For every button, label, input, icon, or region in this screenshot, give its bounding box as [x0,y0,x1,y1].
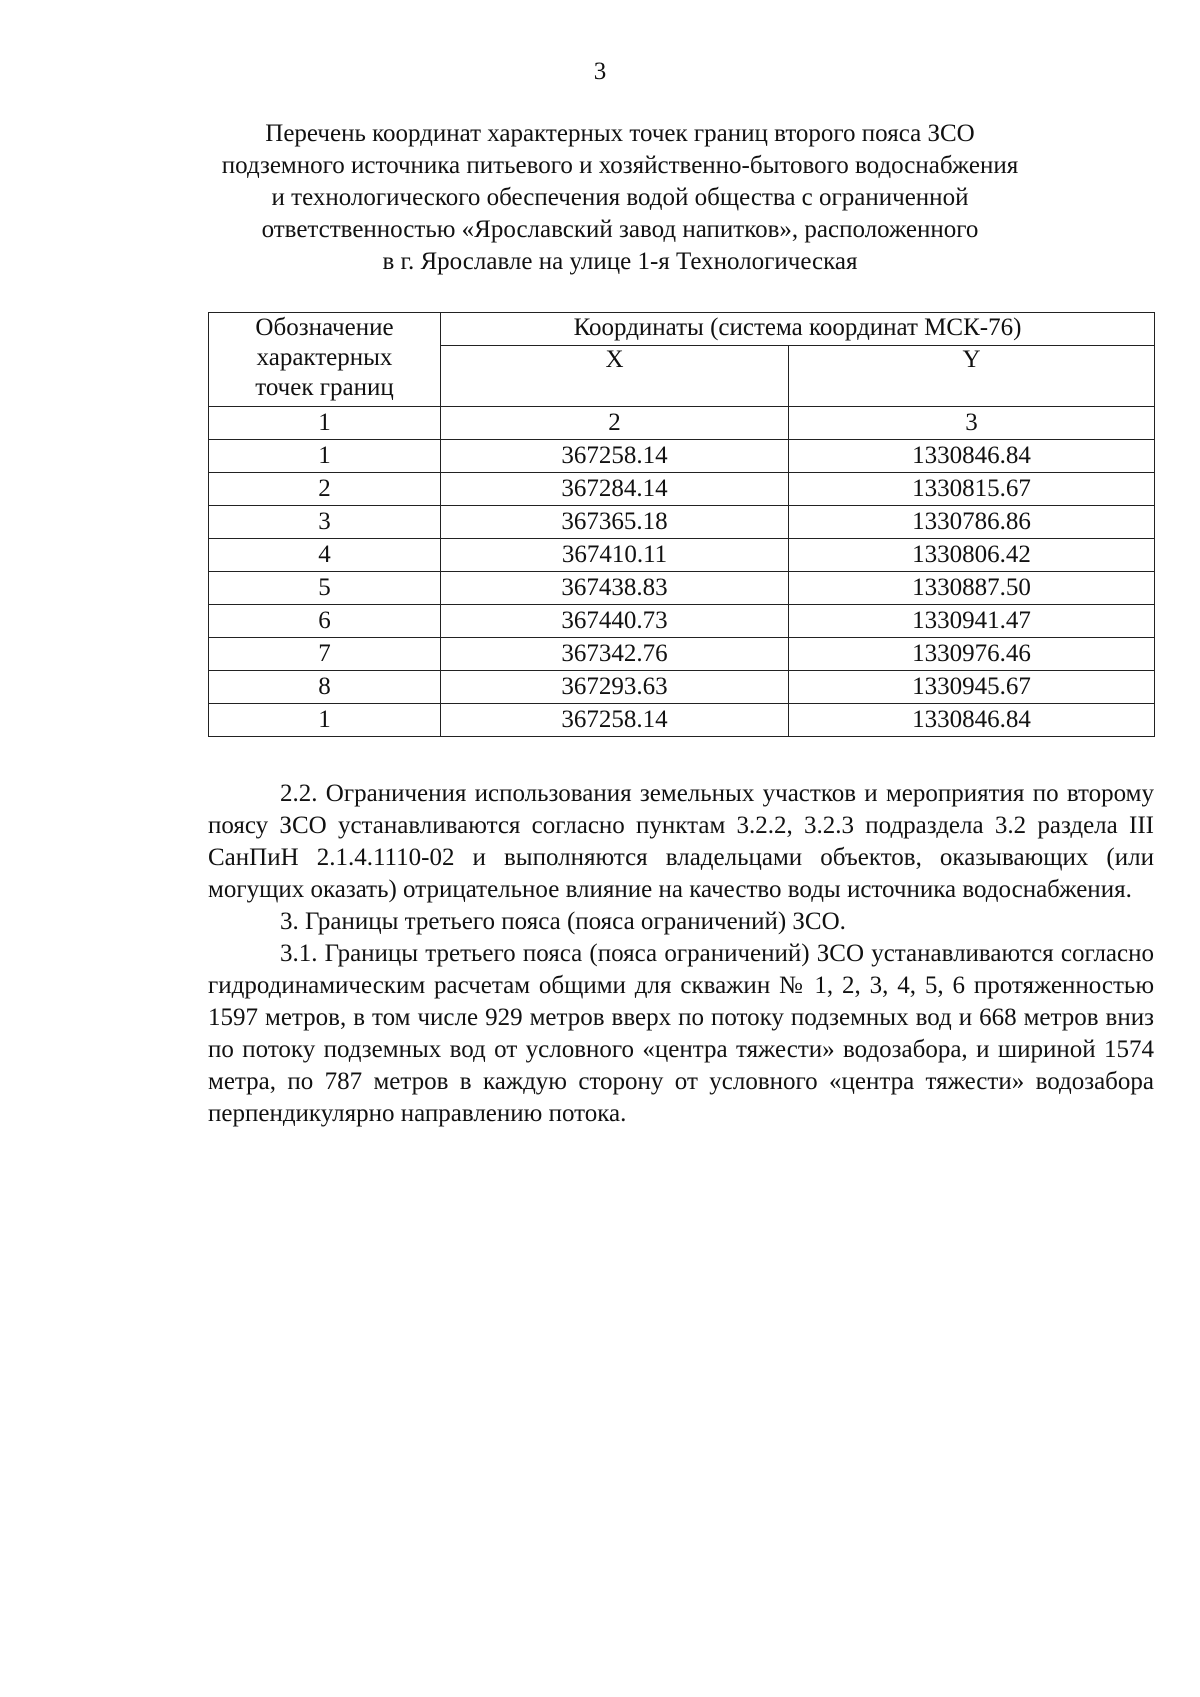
title-line: в г. Ярославле на улице 1-я Технологическая [382,248,858,275]
table-row [209,605,1155,638]
title-line: и технологического обеспечения водой общества с ограниченной [271,184,969,211]
x-cell: 367284.14 [441,473,789,506]
point-cell: 1 [209,440,441,473]
point-cell: 3 [209,506,441,539]
column-number: 1 [209,407,441,440]
point-cell: 2 [209,473,441,506]
point-cell: 8 [209,671,441,704]
point-cell: 4 [209,539,441,572]
y-cell: 1330815.67 [789,473,1155,506]
column-number: 2 [441,407,789,440]
column-number: 3 [789,407,1155,440]
point-cell: 6 [209,605,441,638]
title-line: подземного источника питьевого и хозяйственно-бытового водоснабжения [221,152,1019,179]
x-cell: 367342.76 [441,638,789,671]
header-point-designation [209,313,441,407]
table-row [209,440,1155,473]
y-cell: 1330941.47 [789,605,1155,638]
header-coordinates: Координаты (система координат МСК-76) [441,313,1155,346]
x-cell: 367365.18 [441,506,789,539]
table-row [209,638,1155,671]
x-cell: 367410.11 [441,539,789,572]
title-line: ответственностью «Ярославский завод напитков», расположенного [261,216,979,243]
header-point-line: характерных [256,344,393,371]
point-cell: 5 [209,572,441,605]
point-cell: 1 [209,704,441,737]
x-cell: 367293.63 [441,671,789,704]
y-cell: 1330786.86 [789,506,1155,539]
header-point-line: точек границ [255,374,394,401]
document-title [180,118,1060,278]
x-cell: 367258.14 [441,704,789,737]
table-row [209,704,1155,737]
paragraph-3-1: 3.1. Границы третьего пояса (пояса ограничений) ЗСО устанавливаются согласно гидродинамическим расчетам общими для скважин № 1, 2, 3, 4, 5, 6 протяженностью 1597 метров, в том числе 929 метров вверх по потоку подземных вод и 668 метров вниз по потоку подземных вод от условного «центра тяжести» водозабора, и шириной 1574 метра, по 787 метров в каждую сторону от условного «центра тяжести» водозабора перпендикулярно направлению потока. [208,940,1154,1127]
y-cell: 1330945.67 [789,671,1155,704]
body-text [208,778,1154,1130]
y-cell: 1330806.42 [789,539,1155,572]
table-row [209,506,1155,539]
table-row [209,473,1155,506]
coordinates-table [208,312,1155,737]
y-cell: 1330976.46 [789,638,1155,671]
table-row [209,572,1155,605]
table-row [209,539,1155,572]
y-cell: 1330846.84 [789,704,1155,737]
header-x: X [441,346,789,407]
y-cell: 1330887.50 [789,572,1155,605]
header-y: Y [789,346,1155,407]
point-cell: 7 [209,638,441,671]
paragraph-2-2: 2.2. Ограничения использования земельных участков и мероприятия по второму поясу ЗСО устанавливаются согласно пунктам 3.2.2, 3.2.3 подраздела 3.2 раздела III СанПиН 2.1.4.1110-02 и выполняются владельцами объектов, оказывающих (или могущих оказать) отрицательное влияние на качество воды источника водоснабжения. [208,780,1154,903]
title-line: Перечень координат характерных точек границ второго пояса ЗСО [265,120,975,147]
x-cell: 367258.14 [441,440,789,473]
page-number: 3 [593,58,607,85]
paragraph-3: 3. Границы третьего пояса (пояса ограничений) ЗСО. [280,908,846,935]
header-point-line: Обозначение [255,314,394,341]
y-cell: 1330846.84 [789,440,1155,473]
x-cell: 367440.73 [441,605,789,638]
table-row [209,671,1155,704]
column-number-row [209,407,1155,440]
x-cell: 367438.83 [441,572,789,605]
